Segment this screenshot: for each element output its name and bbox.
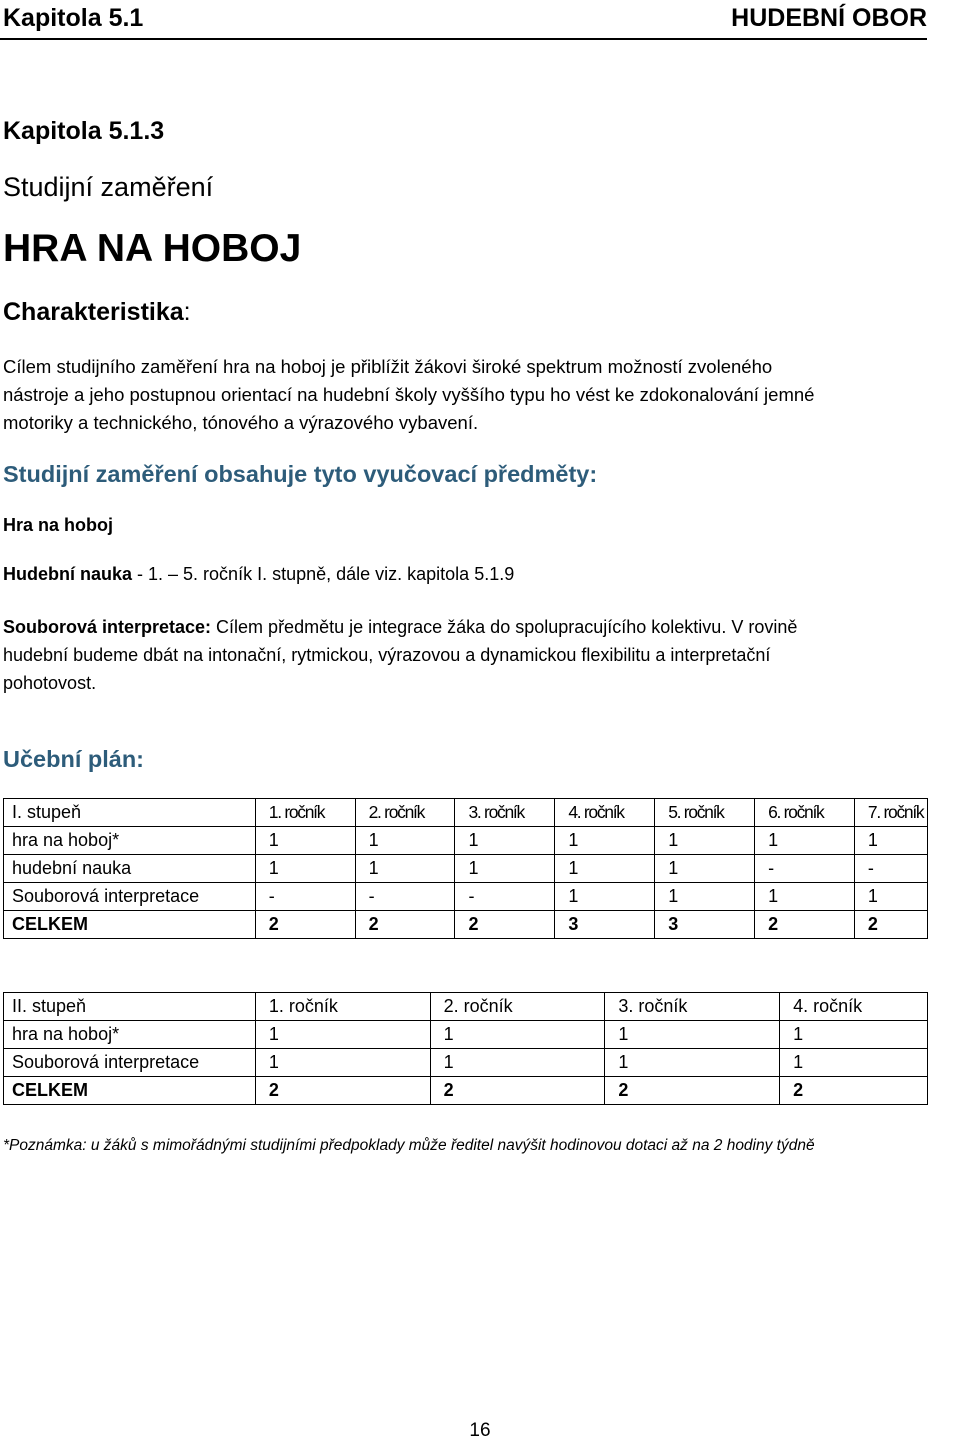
page-number: 16 — [469, 1420, 491, 1441]
table-cell: Souborová interpretace — [4, 1049, 256, 1077]
table-cell: 2 — [430, 1077, 605, 1105]
subject-ensemble-line: hudební budeme dbát na intonační, rytmickou, výrazovou a dynamickou flexibilitu a interpretační — [3, 645, 771, 665]
table-header-cell: 1. ročník — [255, 799, 355, 827]
table-header-cell: I. stupeň — [4, 799, 256, 827]
table-header-cell: II. stupeň — [4, 993, 256, 1021]
table-header-cell: 2. ročník — [355, 799, 455, 827]
table-cell: hra na hoboj* — [4, 1021, 256, 1049]
table-cell: 2 — [455, 911, 555, 939]
table-row — [4, 1049, 928, 1077]
curriculum-table-first-level — [3, 798, 928, 939]
header-section: HUDEBNÍ OBOR — [731, 4, 927, 32]
table-header-cell: 7. ročník — [854, 799, 927, 827]
table-cell: 2 — [605, 1077, 780, 1105]
table-cell: 1 — [755, 827, 855, 855]
table-cell: 1 — [780, 1021, 928, 1049]
table-cell: 1 — [555, 855, 655, 883]
subject-music-theory-label: Hudební nauka — [3, 564, 133, 584]
page-title: HRA NA HOBOJ — [3, 227, 302, 270]
table-cell: CELKEM — [4, 911, 256, 939]
table-cell: 1 — [780, 1049, 928, 1077]
table-cell: 2 — [854, 911, 927, 939]
table-header-cell: 2. ročník — [430, 993, 605, 1021]
table-header-cell: 3. ročník — [455, 799, 555, 827]
table-cell: 1 — [255, 1021, 430, 1049]
table-cell: 1 — [255, 827, 355, 855]
table-total-row — [4, 1077, 928, 1105]
table-cell: 1 — [355, 855, 455, 883]
table-cell: 1 — [455, 855, 555, 883]
subject-music-theory — [3, 564, 514, 585]
table-cell: 2 — [755, 911, 855, 939]
footnote: *Poznámka: u žáků s mimořádnými studijními předpoklady může ředitel navýšit hodinovou dotaci až na 2 hodiny týdně — [3, 1137, 815, 1154]
table-cell: 2 — [255, 911, 355, 939]
table-cell: 1 — [655, 883, 755, 911]
header-divider — [0, 38, 927, 40]
table-cell: 1 — [555, 883, 655, 911]
table-header-cell: 5. ročník — [655, 799, 755, 827]
table-header-cell: 1. ročník — [255, 993, 430, 1021]
chapter-number: Kapitola 5.1.3 — [3, 117, 165, 145]
table-cell: 1 — [555, 827, 655, 855]
table-total-row — [4, 911, 928, 939]
characteristics-label: Charakteristika — [3, 298, 184, 326]
table-cell: 1 — [854, 883, 927, 911]
subject-ensemble — [3, 613, 938, 697]
table-cell: - — [455, 883, 555, 911]
header-chapter: Kapitola 5.1 — [3, 4, 144, 32]
table-header-row — [4, 993, 928, 1021]
subject-oboe: Hra na hoboj — [3, 515, 114, 535]
subject-ensemble-line — [3, 613, 938, 641]
table-cell: - — [755, 855, 855, 883]
curriculum-table-second-level — [3, 992, 928, 1105]
table-cell: Souborová interpretace — [4, 883, 256, 911]
table-row — [4, 827, 928, 855]
paragraph-line: motoriky a technického, tónového a výrazového vybavení. — [3, 412, 479, 433]
table-cell: CELKEM — [4, 1077, 256, 1105]
table-cell: 1 — [655, 855, 755, 883]
subjects-heading: Studijní zaměření obsahuje tyto vyučovací předměty: — [3, 461, 598, 487]
table-header-row — [4, 799, 928, 827]
table-cell: 2 — [780, 1077, 928, 1105]
table-cell: hudební nauka — [4, 855, 256, 883]
table-row — [4, 1021, 928, 1049]
table-cell: 1 — [605, 1021, 780, 1049]
paragraph-line: Cílem studijního zaměření hra na hoboj je přiblížit žákovi široké spektrum možností zvoleného — [3, 356, 773, 377]
table-header-cell: 4. ročník — [555, 799, 655, 827]
table-cell: - — [854, 855, 927, 883]
table-cell: 2 — [355, 911, 455, 939]
table-cell: 3 — [555, 911, 655, 939]
table-cell: - — [355, 883, 455, 911]
paragraph-line: nástroje a jeho postupnou orientací na hudební školy vyššího typu ho vést ke zdokonalování jemné — [3, 384, 815, 405]
table-cell: hra na hoboj* — [4, 827, 256, 855]
characteristics-heading — [3, 298, 191, 327]
table-cell: 1 — [430, 1049, 605, 1077]
table-cell: 1 — [430, 1021, 605, 1049]
characteristics-paragraph — [3, 353, 933, 437]
table-header-cell: 3. ročník — [605, 993, 780, 1021]
table-cell: 3 — [655, 911, 755, 939]
table-cell: 1 — [455, 827, 555, 855]
table-header-cell: 6. ročník — [755, 799, 855, 827]
table-cell: 1 — [355, 827, 455, 855]
table-row — [4, 883, 928, 911]
table-header-cell: 4. ročník — [780, 993, 928, 1021]
subject-ensemble-line: pohotovost. — [3, 673, 97, 693]
table-cell: 1 — [854, 827, 927, 855]
table-cell: 1 — [255, 1049, 430, 1077]
page-header — [0, 0, 960, 44]
subject-music-theory-detail: - 1. – 5. ročník I. stupně, dále viz. kapitola 5.1.9 — [132, 564, 515, 584]
curriculum-heading: Učební plán: — [3, 746, 145, 772]
subject-ensemble-text: Cílem předmětu je integrace žáka do spolupracujícího kolektivu. V rovině — [211, 617, 798, 637]
table-cell: 1 — [655, 827, 755, 855]
characteristics-colon: : — [183, 298, 191, 326]
table-cell: 1 — [255, 855, 355, 883]
table-cell: - — [255, 883, 355, 911]
table-cell: 2 — [255, 1077, 430, 1105]
subject-ensemble-label: Souborová interpretace: — [3, 617, 212, 637]
table-cell: 1 — [755, 883, 855, 911]
study-focus-label: Studijní zaměření — [3, 172, 214, 202]
table-row — [4, 855, 928, 883]
table-cell: 1 — [605, 1049, 780, 1077]
